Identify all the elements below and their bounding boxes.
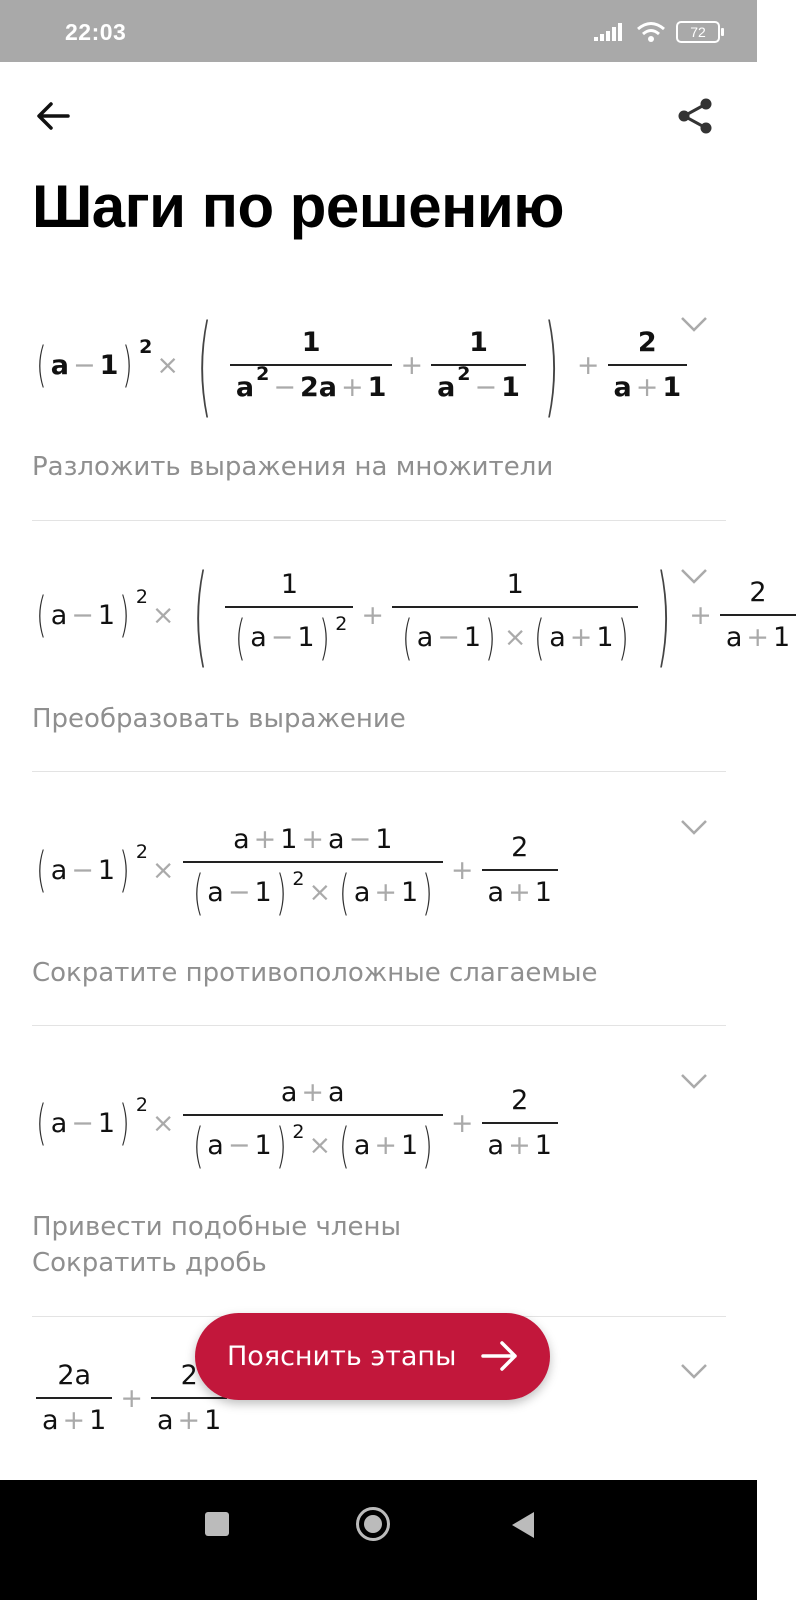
- status-bar: [0, 0, 757, 62]
- arrow-right-icon: [480, 1338, 520, 1374]
- share-icon[interactable]: [676, 96, 716, 136]
- back-triangle-icon[interactable]: [512, 1512, 534, 1538]
- home-icon[interactable]: [356, 1507, 390, 1541]
- page-title: Шаги по решению: [32, 173, 565, 240]
- step-3-description: Сократите противоположные слагаемые: [32, 958, 598, 988]
- divider: [32, 520, 726, 521]
- step-2-expression[interactable]: ( a − 1 ) 2 × ( 1 ( a − 1 ) 2 + 1 ( a − 1 ) × ( a + 1 ) ) + 2 a + 1: [32, 555, 800, 675]
- signal-icon: [594, 22, 628, 42]
- chevron-down-icon[interactable]: [680, 315, 708, 333]
- chevron-down-icon[interactable]: [680, 818, 708, 836]
- divider: [32, 1025, 726, 1026]
- divider: [32, 771, 726, 772]
- arrow-left-icon[interactable]: [34, 96, 74, 136]
- battery-icon: [676, 21, 720, 43]
- explain-steps-label: Пояснить этапы: [227, 1341, 457, 1372]
- chevron-down-icon[interactable]: [680, 1362, 708, 1380]
- chevron-down-icon[interactable]: [680, 1072, 708, 1090]
- status-time: 22:03: [65, 19, 127, 45]
- explain-steps-button[interactable]: [195, 1313, 550, 1400]
- step-1-expression[interactable]: ( a − 1 ) 2 × ( 1 a 2 − 2a + 1 + 1 a 2 − 1 ) + 2 a + 1: [32, 305, 691, 425]
- recents-icon[interactable]: [205, 1512, 229, 1536]
- step-4-description: Привести подобные члены: [32, 1212, 401, 1242]
- step-3-expression[interactable]: ( a − 1 ) 2 × a + 1 + a − 1 ( a − 1 ) 2 × ( a + 1 ) + 2 a + 1: [32, 810, 562, 930]
- step-2-description: Преобразовать выражение: [32, 704, 406, 734]
- battery-level: 72: [690, 24, 706, 40]
- navigation-bar: [0, 1480, 757, 1600]
- step-5-expression[interactable]: 2a a + 1 + 2 a + 1: [32, 1353, 231, 1443]
- wifi-icon: [636, 21, 666, 43]
- chevron-down-icon[interactable]: [680, 567, 708, 585]
- step-4-expression[interactable]: ( a − 1 ) 2 × a + a ( a − 1 ) 2 × ( a + 1 ) + 2 a + 1: [32, 1063, 562, 1183]
- step-4-description-2: Сократить дробь: [32, 1248, 267, 1278]
- step-1-description: Разложить выражения на множители: [32, 452, 554, 482]
